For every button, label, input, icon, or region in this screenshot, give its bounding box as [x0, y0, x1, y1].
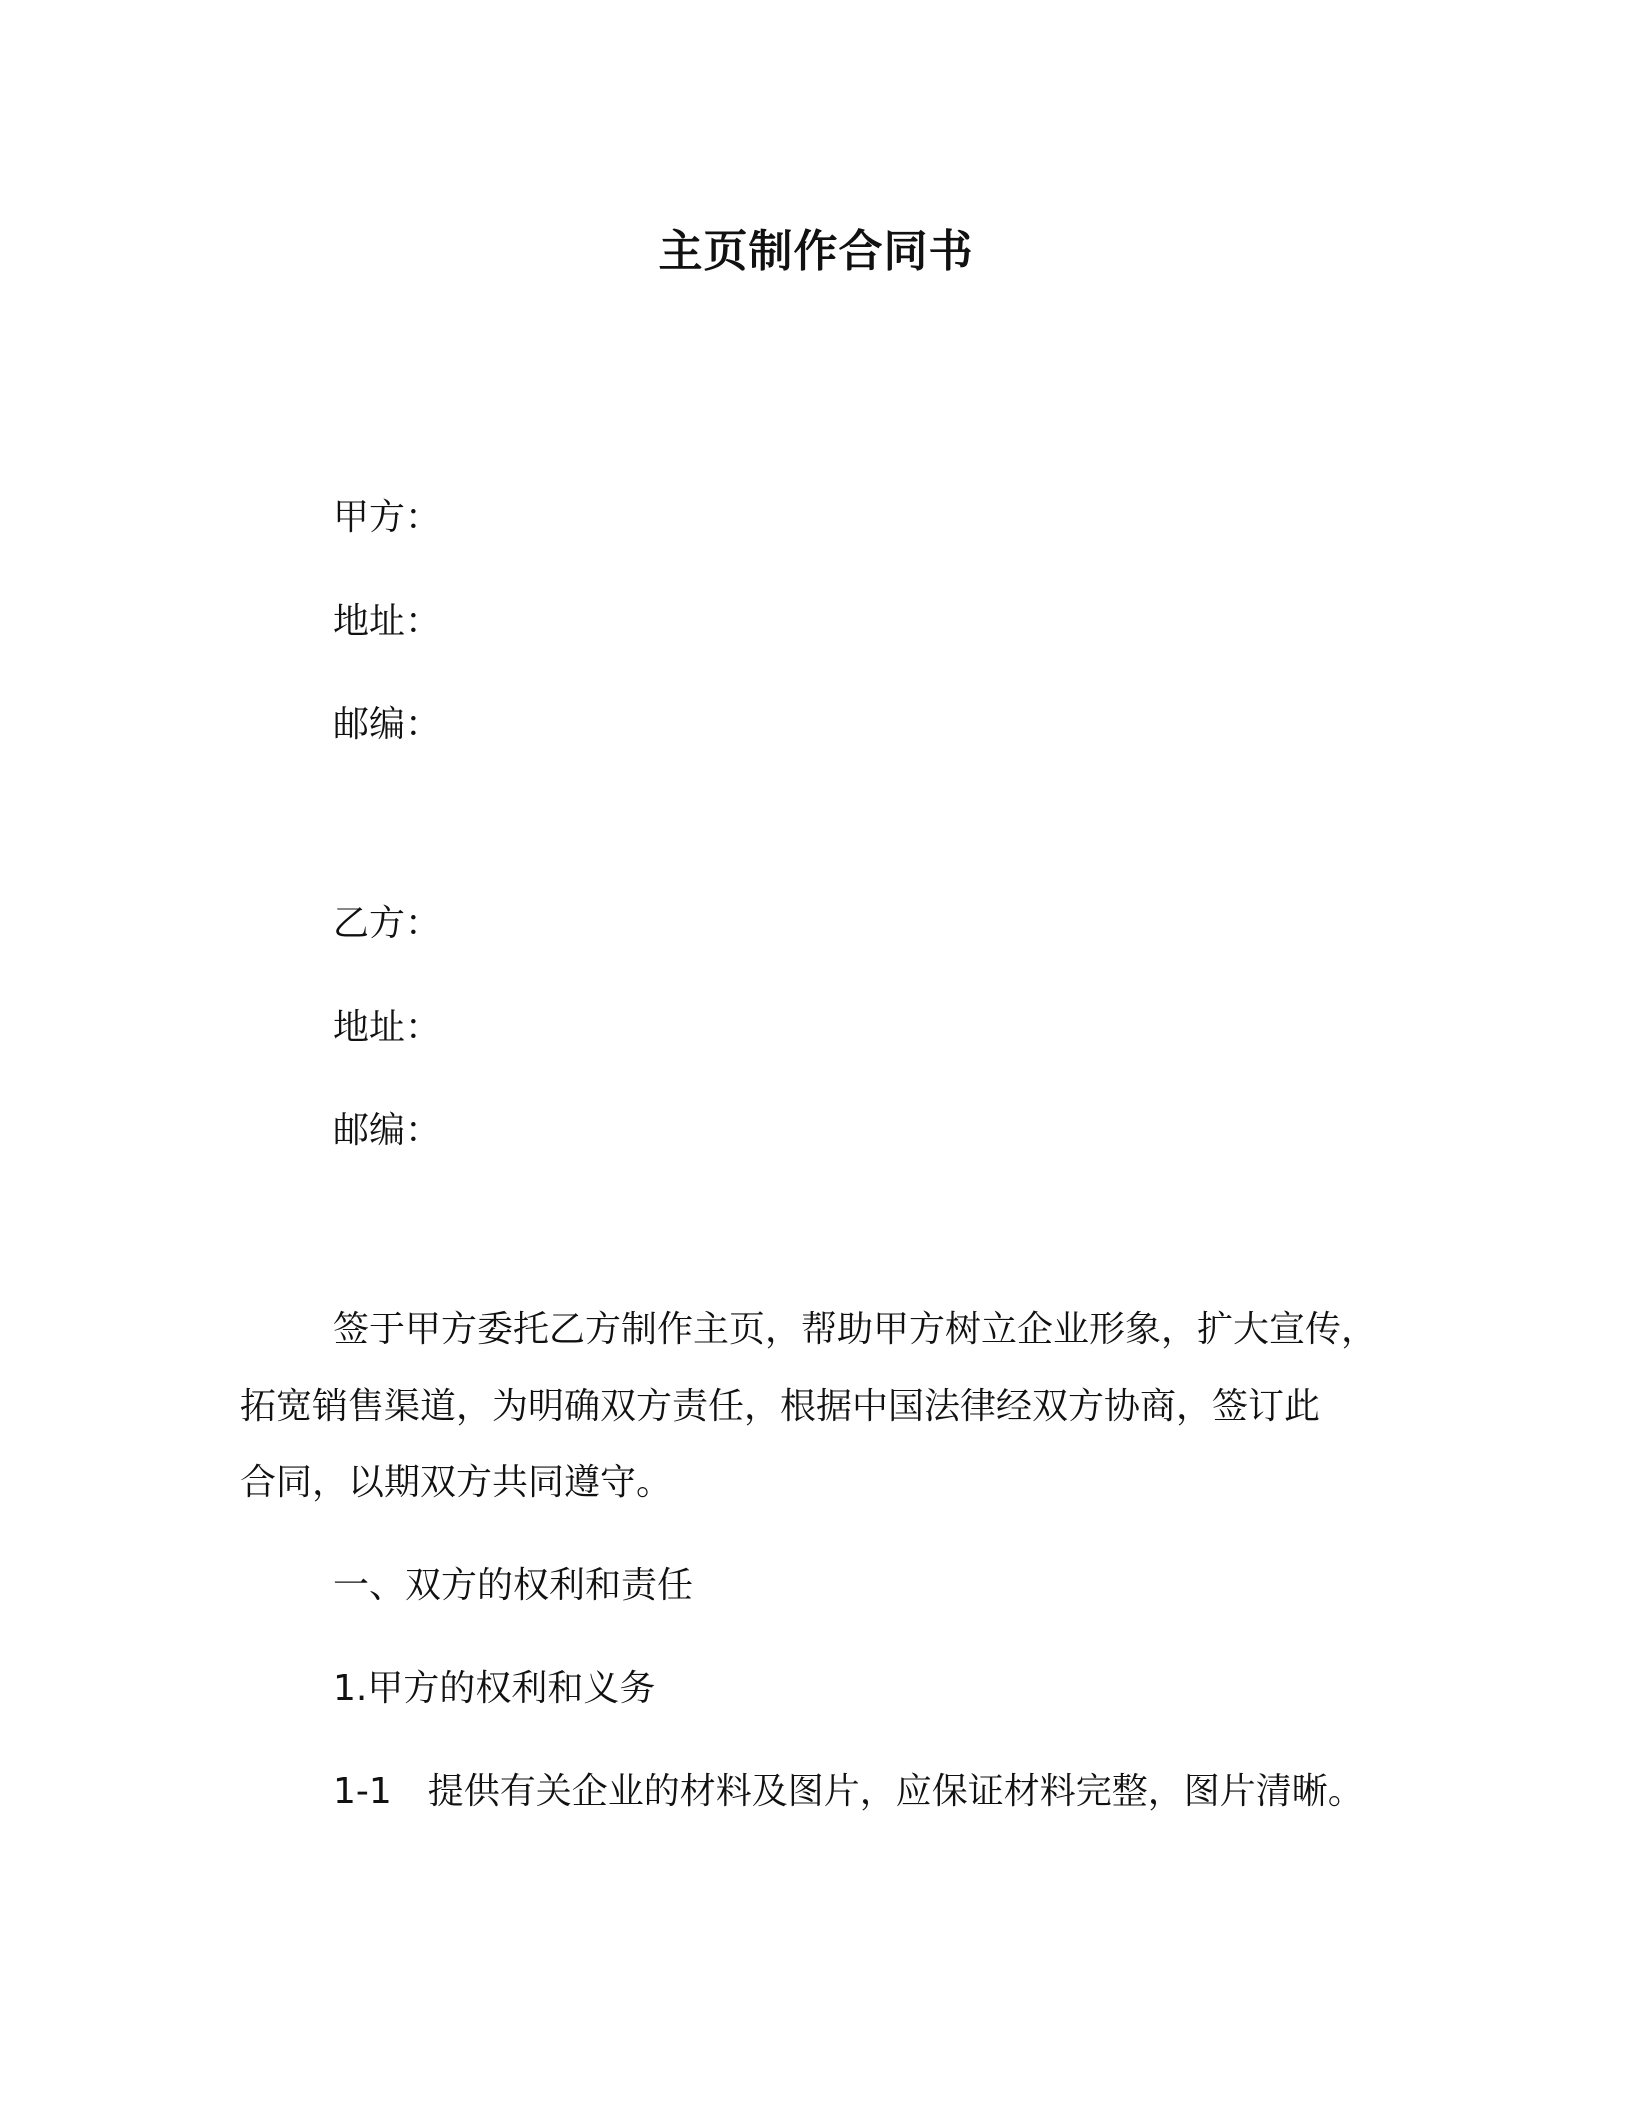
subsection-heading: 1.甲方的权利和义务: [333, 1668, 656, 1709]
preamble-line-3: 合同，以期双方共同遵守。: [240, 1462, 673, 1503]
party-b-postcode-label: 邮编：: [333, 1110, 442, 1151]
preamble-line-2: 拓宽销售渠道，为明确双方责任，根据中国法律经双方协商，签订此: [240, 1386, 1321, 1427]
document-title: 主页制作合同书: [658, 226, 974, 277]
party-b-name-label: 乙方：: [333, 903, 442, 944]
clause-1-1: 1-1 提供有关企业的材料及图片，应保证材料完整，图片清晰。: [333, 1771, 1364, 1812]
section-heading: 一、双方的权利和责任: [333, 1565, 694, 1606]
party-a-address-label: 地址：: [333, 601, 442, 642]
party-b-address-label: 地址：: [333, 1007, 442, 1048]
party-a-name-label: 甲方：: [333, 497, 442, 538]
party-a-postcode-label: 邮编：: [333, 704, 442, 745]
preamble-line-1: 签于甲方委托乙方制作主页，帮助甲方树立企业形象，扩大宣传，: [333, 1309, 1378, 1350]
